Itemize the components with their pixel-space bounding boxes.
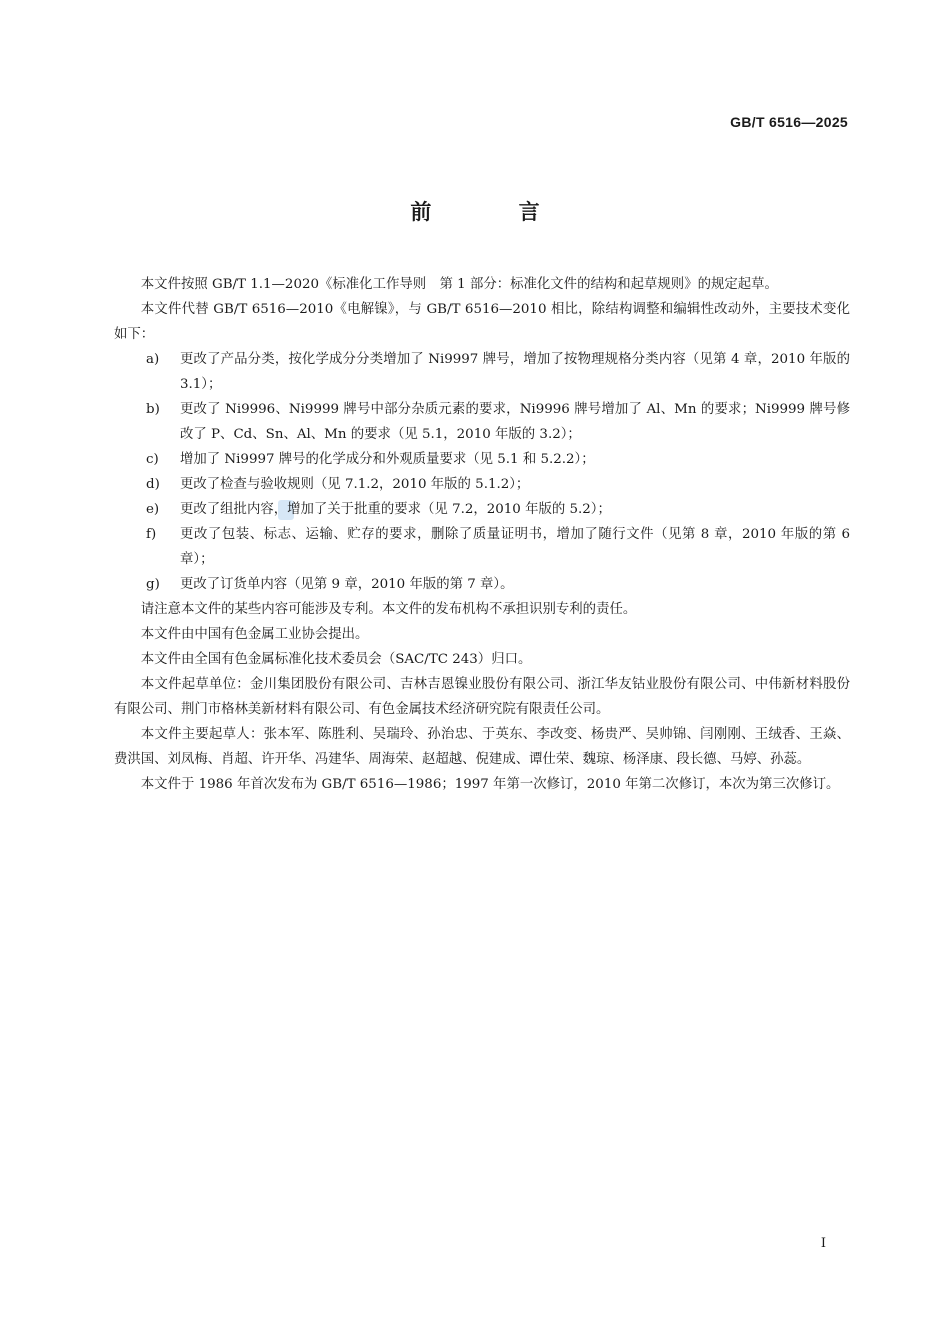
list-item-text: 更改了订货单内容（见第 9 章，2010 年版的第 7 章）。 xyxy=(180,577,514,592)
list-marker: e) xyxy=(146,502,160,517)
paragraph-patent-notice: 请注意本文件的某些内容可能涉及专利。本文件的发布机构不承担识别专利的责任。 xyxy=(140,602,637,617)
list-item-text: 更改了产品分类，按化学成分分类增加了 Ni9997 牌号，增加了按物理规格分类内容（见第 4 章，2010 年版的 3.1）； xyxy=(180,352,850,392)
list-marker: b) xyxy=(146,402,160,417)
list-marker: c) xyxy=(146,452,159,467)
changes-list xyxy=(114,347,850,597)
list-item-text: 更改了 Ni9996、Ni9999 牌号中部分杂质元素的要求，Ni9996 牌号增加了 Al、Mn 的要求；Ni9999 牌号修改了 P、Cd、Sn、Al、Mn 的要求（见 5.1，2010 年版的 3.2）； xyxy=(180,402,850,442)
list-item-text: 更改了检查与验收规则（见 7.1.2，2010 年版的 5.1.2）； xyxy=(180,477,530,492)
page-title: 前 言 xyxy=(410,200,580,224)
paragraph-replaces: 本文件代替 GB/T 6516—2010《电解镍》，与 GB/T 6516—2010 相比，除结构调整和编辑性改动外，主要技术变化如下： xyxy=(114,302,850,342)
foreword-body xyxy=(114,272,850,797)
list-item xyxy=(114,347,850,397)
list-item xyxy=(114,447,850,472)
paragraph-technical-committee: 本文件由全国有色金属标准化技术委员会（SAC/TC 243）归口。 xyxy=(140,652,532,667)
list-item-text: 更改了包装、标志、运输、贮存的要求，删除了质量证明书，增加了随行文件（见第 8 章，2010 年版的第 6 章）； xyxy=(180,527,850,567)
list-item xyxy=(114,572,850,597)
list-marker: a) xyxy=(146,352,160,367)
list-marker: f) xyxy=(146,527,157,542)
page-number: I xyxy=(820,1236,826,1251)
paragraph-drafters: 本文件主要起草人：张本军、陈胜利、吴瑞玲、孙治忠、于英东、李改变、杨贵严、吴帅锦、闫刚刚、王绒香、王焱、费洪国、刘凤梅、肖超、许开华、冯建华、周海荣、赵超越、倪建成、谭仕荣、魏琼、杨泽康、段长德、马婷、孙蕊。 xyxy=(114,727,850,767)
list-item-text: 增加了 Ni9997 牌号的化学成分和外观质量要求（见 5.1 和 5.2.2）； xyxy=(180,452,595,467)
list-item xyxy=(114,497,850,522)
document-code: GB/T 6516—2025 xyxy=(730,114,848,130)
list-marker: g) xyxy=(146,577,160,592)
paragraph-proposer: 本文件由中国有色金属工业协会提出。 xyxy=(140,627,369,642)
paragraph-drafting-rules: 本文件按照 GB/T 1.1—2020《标准化工作导则 第 1 部分：标准化文件的结构和起草规则》的规定起草。 xyxy=(140,277,778,292)
paragraph-history: 本文件于 1986 年首次发布为 GB/T 6516—1986；1997 年第一次修订，2010 年第二次修订，本次为第三次修订。 xyxy=(140,777,840,792)
list-marker: d) xyxy=(146,477,160,492)
list-item xyxy=(114,522,850,572)
list-item xyxy=(114,472,850,497)
list-item xyxy=(114,397,850,447)
list-item-text: 更改了组批内容，增加了关于批重的要求（见 7.2，2010 年版的 5.2）； xyxy=(180,502,611,517)
paragraph-drafting-units: 本文件起草单位：金川集团股份有限公司、吉林吉恩镍业股份有限公司、浙江华友钴业股份有限公司、中伟新材料股份有限公司、荆门市格林美新材料有限公司、有色金属技术经济研究院有限责任公司。 xyxy=(114,677,850,717)
